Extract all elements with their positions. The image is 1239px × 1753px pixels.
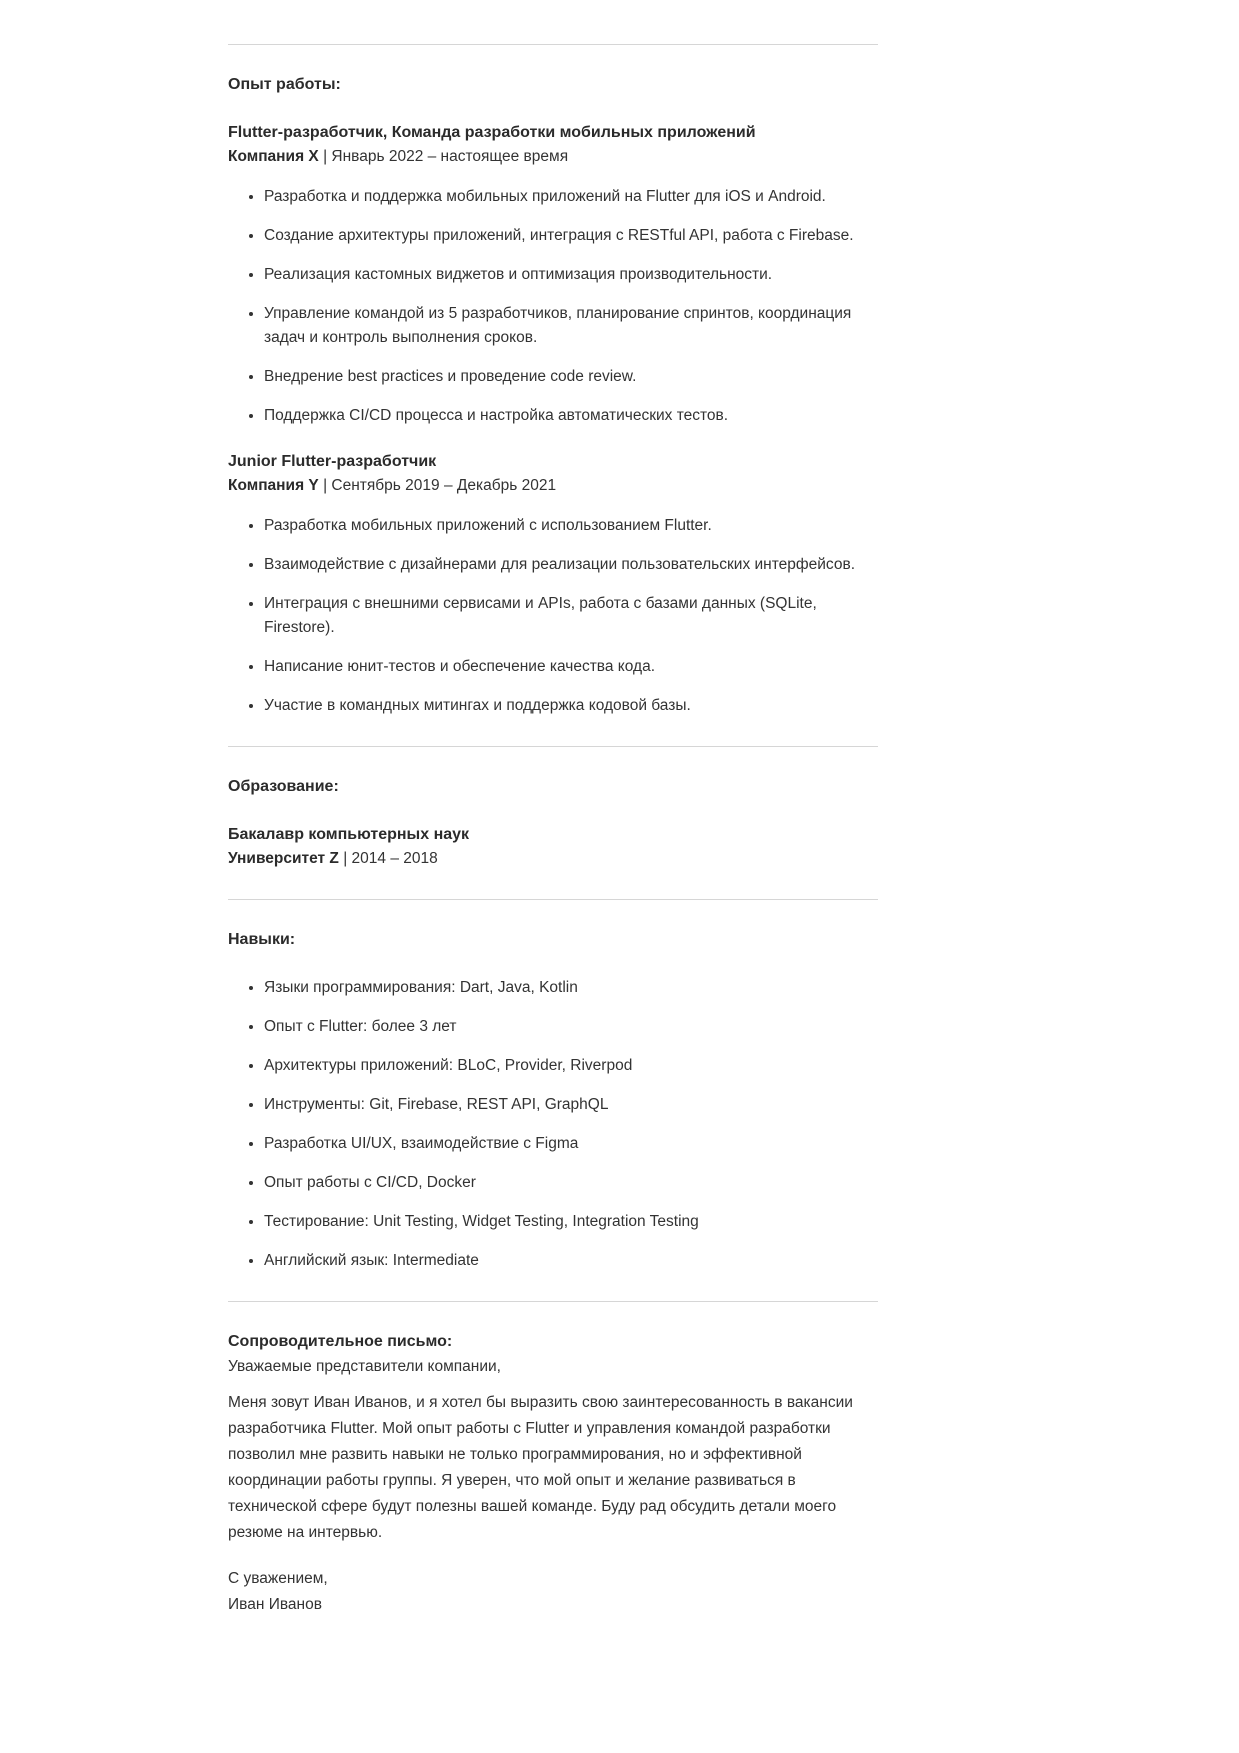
job-period: | Январь 2022 – настоящее время [323, 148, 569, 165]
signature-name: Иван Иванов [228, 1596, 322, 1613]
skills-section [228, 928, 878, 1273]
list-item: • Разработка и поддержка мобильных приложений на Flutter для iOS и Android. [264, 185, 878, 209]
list-item: • Поддержка CI/CD процесса и настройка автоматических тестов. [264, 404, 878, 428]
list-item: • Интеграция с внешними сервисами и APIs, работа с базами данных (SQLite, Firestore). [264, 592, 878, 640]
job-meta [228, 474, 878, 498]
list-item: • Английский язык: Intermediate [264, 1249, 878, 1273]
list-item: • Взаимодействие с дизайнерами для реализации пользовательских интерфейсов. [264, 553, 878, 577]
company-name: Компания Y [228, 477, 319, 494]
cover-letter-section [228, 1330, 878, 1618]
list-item: • Инструменты: Git, Firebase, REST API, GraphQL [264, 1093, 878, 1117]
list-item: • Языки программирования: Dart, Java, Kotlin [264, 976, 878, 1000]
job-meta [228, 145, 878, 169]
job-header [228, 450, 878, 498]
education-heading: Образование: [228, 778, 339, 795]
list-item: • Опыт работы с CI/CD, Docker [264, 1171, 878, 1195]
education-period: | 2014 – 2018 [343, 850, 438, 867]
education-entry [228, 823, 878, 871]
skills-list [228, 976, 878, 1273]
list-item: • Участие в командных митингах и поддержка кодовой базы. [264, 694, 878, 718]
job-bullet-list [228, 514, 878, 718]
job-title: Junior Flutter-разработчик [228, 453, 437, 470]
list-item: • Тестирование: Unit Testing, Widget Testing, Integration Testing [264, 1210, 878, 1234]
section-divider [228, 899, 878, 900]
list-item: • Управление командой из 5 разработчиков, планирование спринтов, координация задач и контроль выполнения сроков. [264, 302, 878, 350]
job-bullet-list [228, 185, 878, 428]
list-item: • Разработка UI/UX, взаимодействие с Figma [264, 1132, 878, 1156]
cover-letter-body: Меня зовут Иван Иванов, и я хотел бы выразить свою заинтересованность в вакансии разработчика Flutter. Мой опыт работы с Flutter и управления командой разработки позволил мне развить навыки не только программирования, но и эффективной координации работы группы. Я уверен, что мой опыт и желание развиваться в технической сфере будут полезны вашей команде. Буду рад обсудить детали моего резюме на интервью. [228, 1394, 853, 1541]
list-item: • Создание архитектуры приложений, интеграция с RESTful API, работа с Firebase. [264, 224, 878, 248]
job-title: Flutter-разработчик, Команда разработки мобильных приложений [228, 124, 756, 141]
section-divider [228, 44, 878, 45]
resume-document [228, 0, 878, 1618]
list-item: • Написание юнит-тестов и обеспечение качества кода. [264, 655, 878, 679]
list-item: • Разработка мобильных приложений с использованием Flutter. [264, 514, 878, 538]
cover-letter-heading: Сопроводительное письмо: [228, 1333, 453, 1350]
skills-heading: Навыки: [228, 931, 296, 948]
job-entry-1 [228, 121, 878, 428]
list-item: • Архитектуры приложений: BLoC, Provider, Riverpod [264, 1054, 878, 1078]
education-section [228, 775, 878, 871]
education-meta [228, 847, 878, 871]
institution-name: Университет Z [228, 850, 339, 867]
degree-title: Бакалавр компьютерных наук [228, 826, 470, 843]
section-divider [228, 1301, 878, 1302]
cover-letter-salutation: Уважаемые представители компании, [228, 1358, 501, 1375]
cover-letter-closing [228, 1566, 878, 1618]
list-item: • Внедрение best practices и проведение code review. [264, 365, 878, 389]
job-entry-2 [228, 450, 878, 718]
section-divider [228, 746, 878, 747]
list-item: • Опыт с Flutter: более 3 лет [264, 1015, 878, 1039]
experience-heading: Опыт работы: [228, 76, 341, 93]
job-header [228, 121, 878, 169]
list-item: • Реализация кастомных виджетов и оптимизация производительности. [264, 263, 878, 287]
company-name: Компания X [228, 148, 319, 165]
closing-phrase: С уважением, [228, 1570, 328, 1587]
job-period: | Сентябрь 2019 – Декабрь 2021 [323, 477, 557, 494]
experience-section [228, 73, 878, 718]
